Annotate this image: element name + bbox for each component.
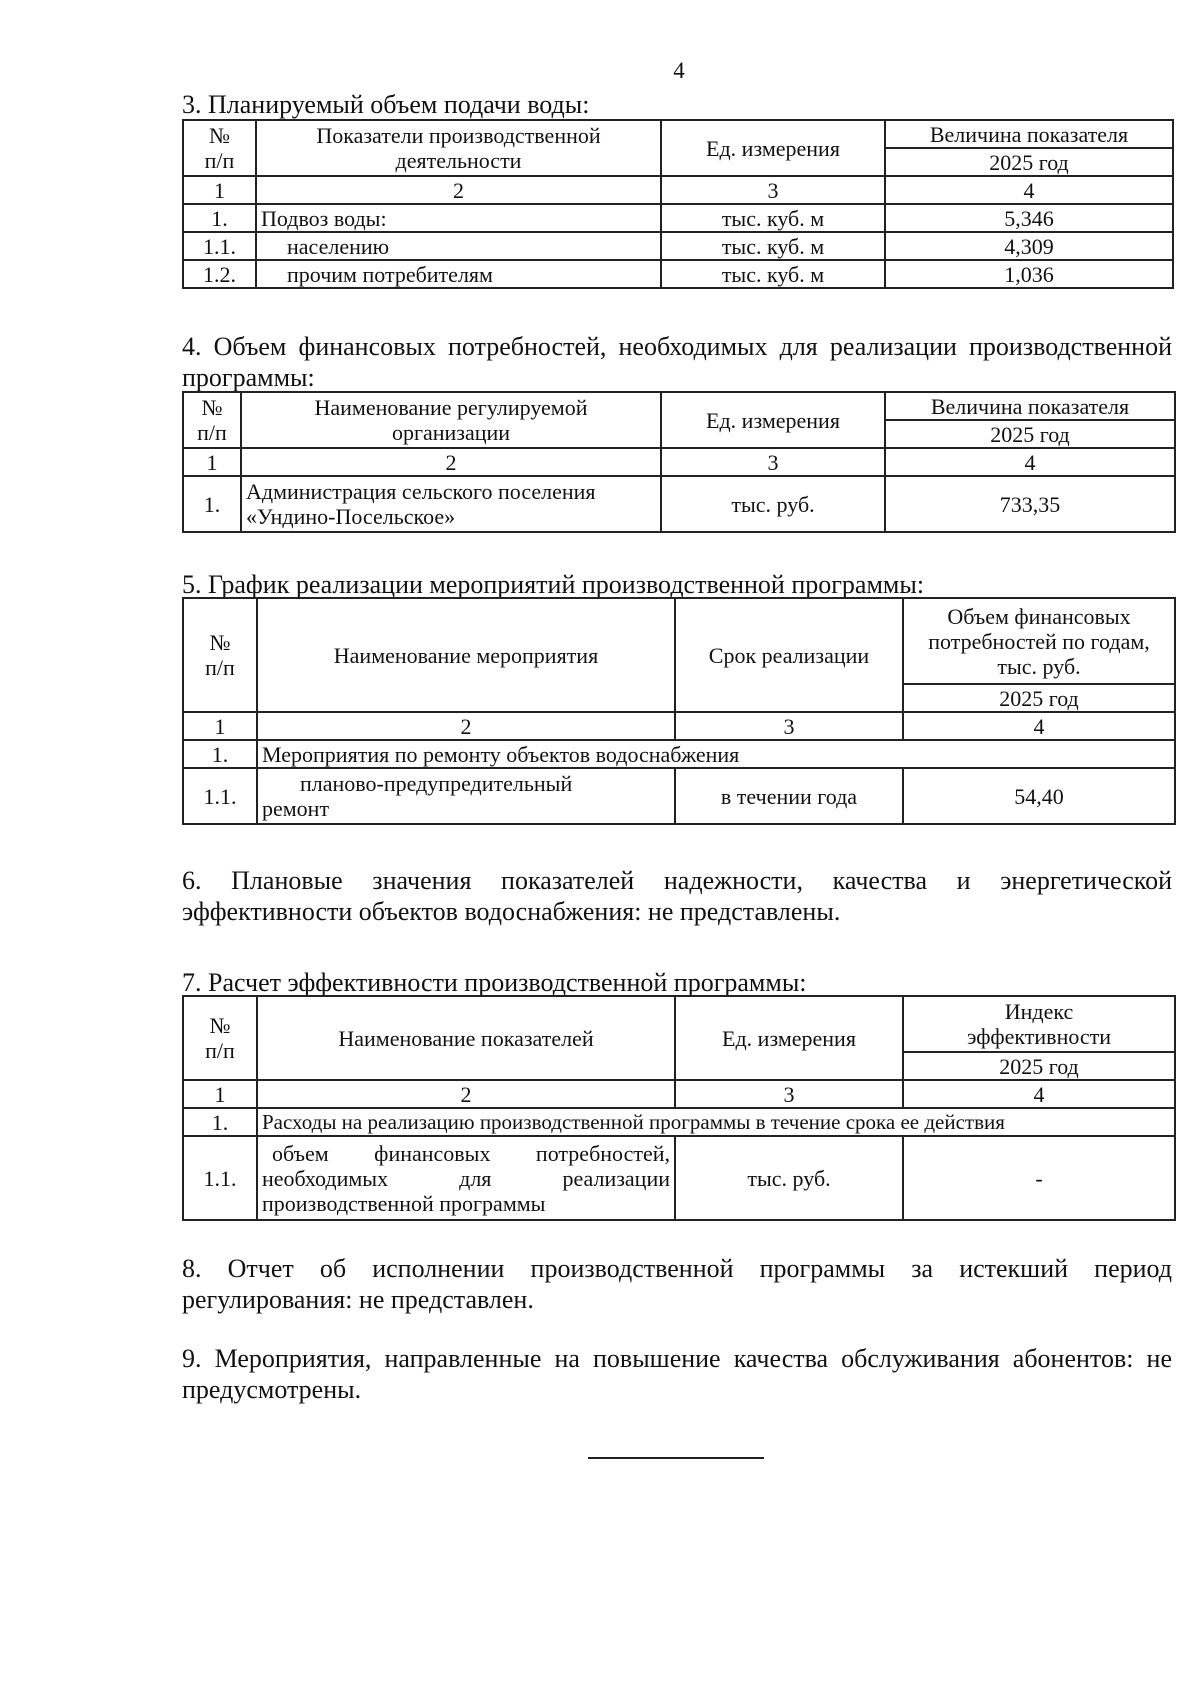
header-name: Наименование показателей — [257, 996, 675, 1080]
table-row: 1.1. объем финансовых потребностей, необходимых для реализации производственной программы тыс. руб. - — [183, 1136, 1175, 1220]
header-num: № п/п — [183, 120, 256, 176]
section4-title: 4. Объем финансовых потребностей, необходимых для реализации производственной программы: — [182, 332, 1172, 392]
schedule-table — [182, 597, 1176, 825]
header-value: Индекс эффективности — [903, 996, 1175, 1052]
header-unit: Ед. измерения — [675, 996, 903, 1080]
financial-needs-table — [182, 391, 1176, 533]
table-row: 1. Подвоз воды: тыс. куб. м 5,346 — [183, 204, 1173, 232]
header-value: Величина показателя — [885, 392, 1175, 420]
section3-title: 3. Планируемый объем подачи воды: — [182, 90, 590, 119]
header-name: Наименование мероприятия — [257, 598, 675, 712]
header-year: 2025 год — [885, 420, 1175, 448]
table-row: 1.2. прочим потребителям тыс. куб. м 1,036 — [183, 260, 1173, 288]
index-row: 1 2 3 4 — [183, 176, 1173, 204]
header-unit: Ед. измерения — [661, 120, 885, 176]
header-unit: Ед. измерения — [661, 392, 885, 448]
section5-title: 5. График реализации мероприятий производственной программы: — [182, 570, 925, 599]
header-year: 2025 год — [903, 684, 1175, 712]
table-row: 1. Администрация сельского поселения «Ундино-Посельское» тыс. руб. 733,35 — [183, 476, 1175, 532]
header-indicator: Показатели производственной деятельности — [256, 120, 661, 176]
efficiency-table — [182, 995, 1176, 1221]
section6-text: 6. Плановые значения показателей надежности, качества и энергетической эффективности объектов водоснабжения: не представлены. — [182, 866, 1172, 926]
header-num: № п/п — [183, 392, 241, 448]
index-row: 1 2 3 4 — [183, 1080, 1175, 1108]
header-year: 2025 год — [885, 148, 1173, 176]
header-value: Величина показателя — [885, 120, 1173, 148]
section7-title: 7. Расчет эффективности производственной программы: — [182, 968, 807, 997]
footer-divider — [588, 1457, 764, 1459]
index-row: 1 2 3 4 — [183, 712, 1175, 740]
table-row: 1.1. населению тыс. куб. м 4,309 — [183, 232, 1173, 260]
header-num: № п/п — [183, 996, 257, 1080]
page-number: 4 — [673, 58, 685, 83]
group-row: 1. Расходы на реализацию производственной программы в течение срока ее действия — [183, 1108, 1175, 1136]
header-num: № п/п — [183, 598, 257, 712]
header-value: Объем финансовых потребностей по годам, тыс. руб. — [903, 598, 1175, 684]
header-org: Наименование регулируемой организации — [241, 392, 661, 448]
header-year: 2025 год — [903, 1052, 1175, 1080]
section9-text: 9. Мероприятия, направленные на повышение качества обслуживания абонентов: не предусмотрены. — [182, 1344, 1172, 1404]
group-row: 1. Мероприятия по ремонту объектов водоснабжения — [183, 740, 1175, 768]
index-row: 1 2 3 4 — [183, 448, 1175, 476]
table-row: 1.1. планово-предупредительный ремонт в течении года 54,40 — [183, 768, 1175, 824]
water-supply-table — [182, 119, 1174, 289]
header-term: Срок реализации — [675, 598, 903, 712]
section8-text: 8. Отчет об исполнении производственной программы за истекший период регулирования: не представлен. — [182, 1254, 1172, 1314]
